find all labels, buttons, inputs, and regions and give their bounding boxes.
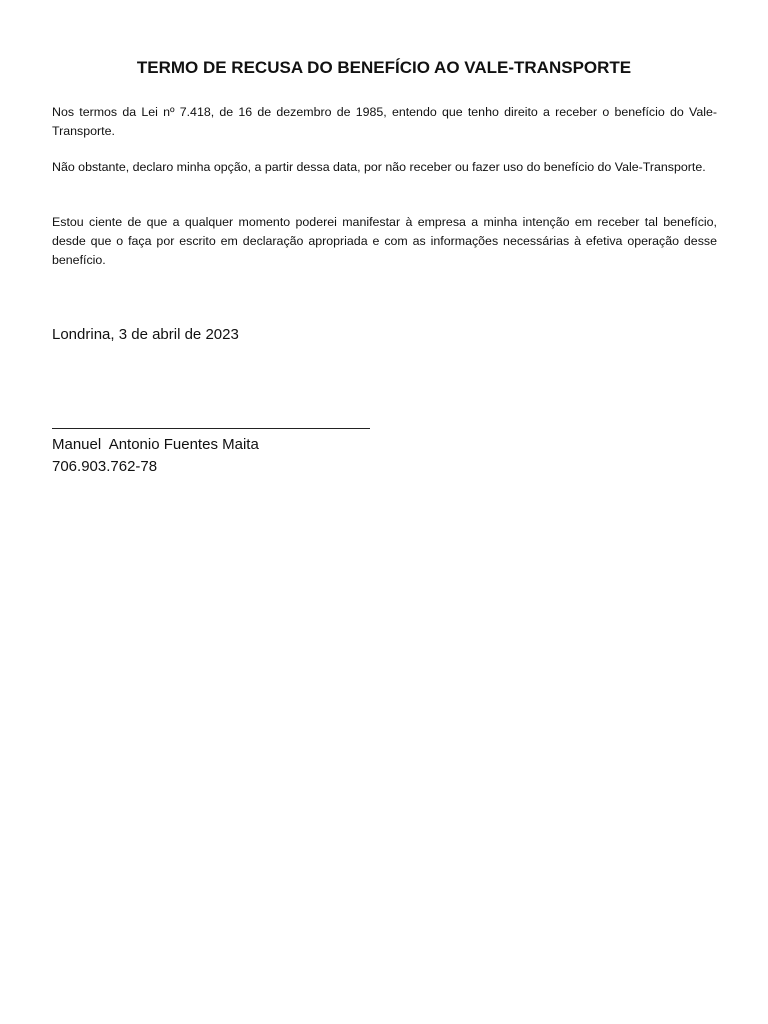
signature-line	[52, 428, 370, 429]
paragraph-acknowledgement: Estou ciente de que a qualquer momento poderei manifestar à empresa a minha intenção em receber tal benefício, desde que o faça por escrito em declaração apropriada e com as informações necessárias à efetiva operação desse benefício.	[52, 215, 717, 267]
document-title: TERMO DE RECUSA DO BENEFÍCIO AO VALE-TRANSPORTE	[136, 58, 632, 77]
signer-name: Manuel Antonio Fuentes Maita	[52, 436, 259, 453]
date-line: Londrina, 3 de abril de 2023	[52, 326, 239, 343]
paragraph-law-reference: Nos termos da Lei nº 7.418, de 16 de dezembro de 1985, entendo que tenho direito a receber o benefício do Vale-Transporte.	[52, 105, 717, 138]
signer-id-number: 706.903.762-78	[52, 458, 158, 475]
paragraph-refusal-declaration: Não obstante, declaro minha opção, a partir dessa data, por não receber ou fazer uso do benefício do Vale-Transporte.	[52, 160, 706, 174]
